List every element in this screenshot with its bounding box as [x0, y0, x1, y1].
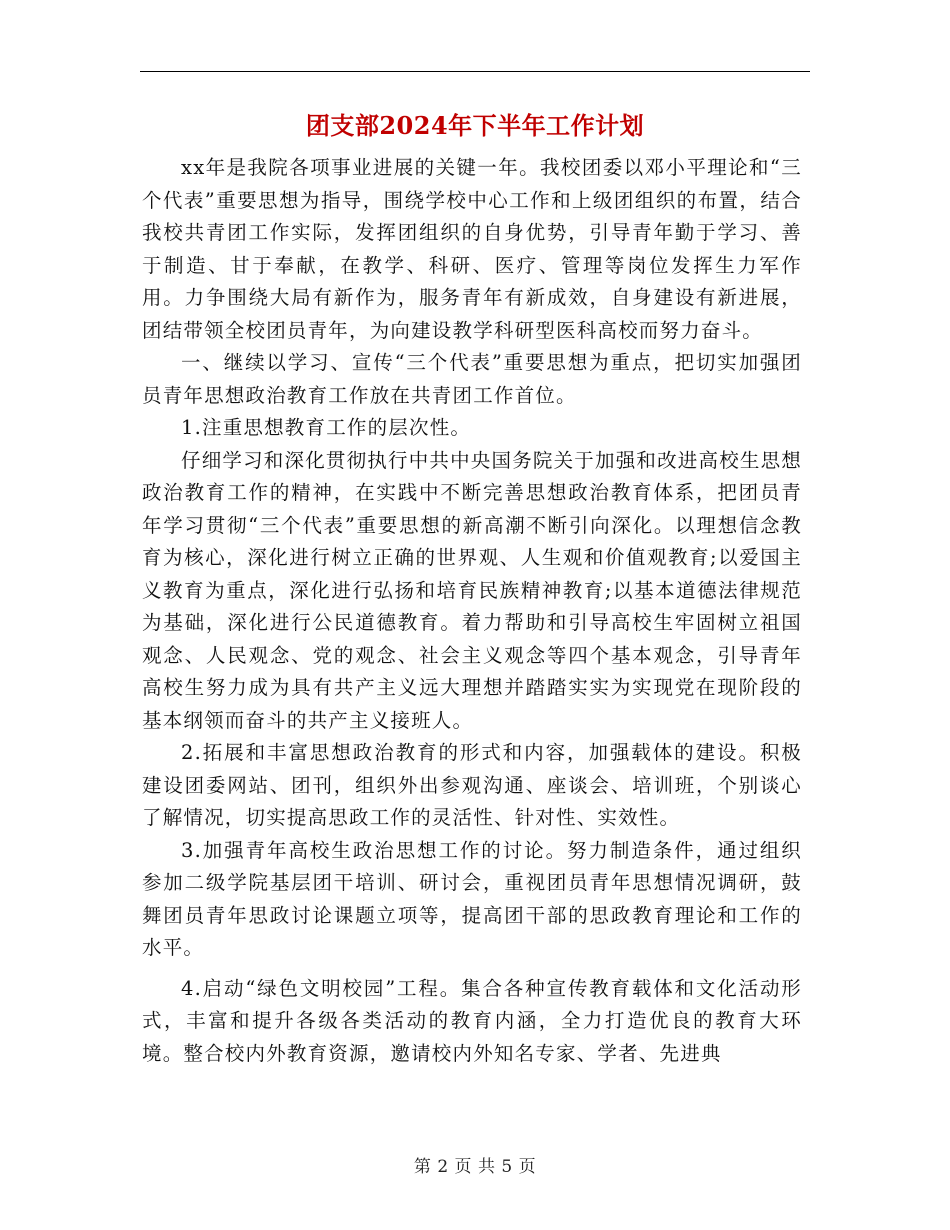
document-body [142, 152, 802, 1070]
paragraph-item-3: 3.加强青年高校生政治思想工作的讨论。努力制造条件，通过组织参加二级学院基层团干培训、研讨会，重视团员青年思想情况调研，鼓舞团员青年思政讨论课题立项等，提高团干部的思政教育理论和工作的水平。 [142, 838, 802, 959]
paragraph-item-4: 4.启动“绿色文明校园”工程。集合各种宣传教育载体和文化活动形式，丰富和提升各级各类活动的教育内涵，全力打造优良的教育大环境。整合校内外教育资源，邀请校内外知名专家、学者、先进典 [142, 976, 802, 1065]
document-title: 团支部2024年下半年工作计划 [305, 111, 645, 140]
paragraph-item-2: 2.拓展和丰富思想政治教育的形式和内容，加强载体的建设。积极建设团委网站、团刊，组织外出参观沟通、座谈会、培训班，个别谈心了解情况，切实提高思政工作的灵活性、针对性、实效性。 [142, 741, 802, 829]
page-footer [0, 1152, 950, 1177]
header-rule [140, 71, 810, 72]
page-number: 第 2 页 共 5 页 [413, 1157, 537, 1177]
paragraph-section-1: 一、继续以学习、宣传“三个代表”重要思想为重点，把切实加强团员青年思想政治教育工作放在共青团工作首位。 [142, 351, 802, 407]
paragraph-item-1-heading: 1.注重思想教育工作的层次性。 [181, 416, 472, 439]
paragraph-intro: xx年是我院各项事业进展的关键一年。我校团委以邓小平理论和“三个代表”重要思想为指导，围绕学校中心工作和上级团组织的布置，结合我校共青团工作实际，发挥团组织的自身优势，引导青年勤于学习、善于制造、甘于奉献，在教学、科研、医疗、管理等岗位发挥生力军作用。力争围绕大局有新作为，服务青年有新成效，自身建设有新进展，团结带领全校团员青年，为向建设教学科研型医科高校而努力奋斗。 [142, 156, 802, 342]
paragraph-item-1-body: 仔细学习和深化贯彻执行中共中央国务院关于加强和改进高校生思想政治教育工作的精神，在实践中不断完善思想政治教育体系，把团员青年学习贯彻“三个代表”重要思想的新高潮不断引向深化。以理想信念教育为核心，深化进行树立正确的世界观、人生观和价值观教育;以爱国主义教育为重点，深化进行弘扬和培育民族精神教育;以基本道德法律规范为基础，深化进行公民道德教育。着力帮助和引导高校生牢固树立祖国观念、人民观念、党的观念、社会主义观念等四个基本观念，引导青年高校生努力成为具有共产主义远大理想并踏踏实实为实现党在现阶段的基本纲领而奋斗的共产主义接班人。 [142, 448, 803, 732]
